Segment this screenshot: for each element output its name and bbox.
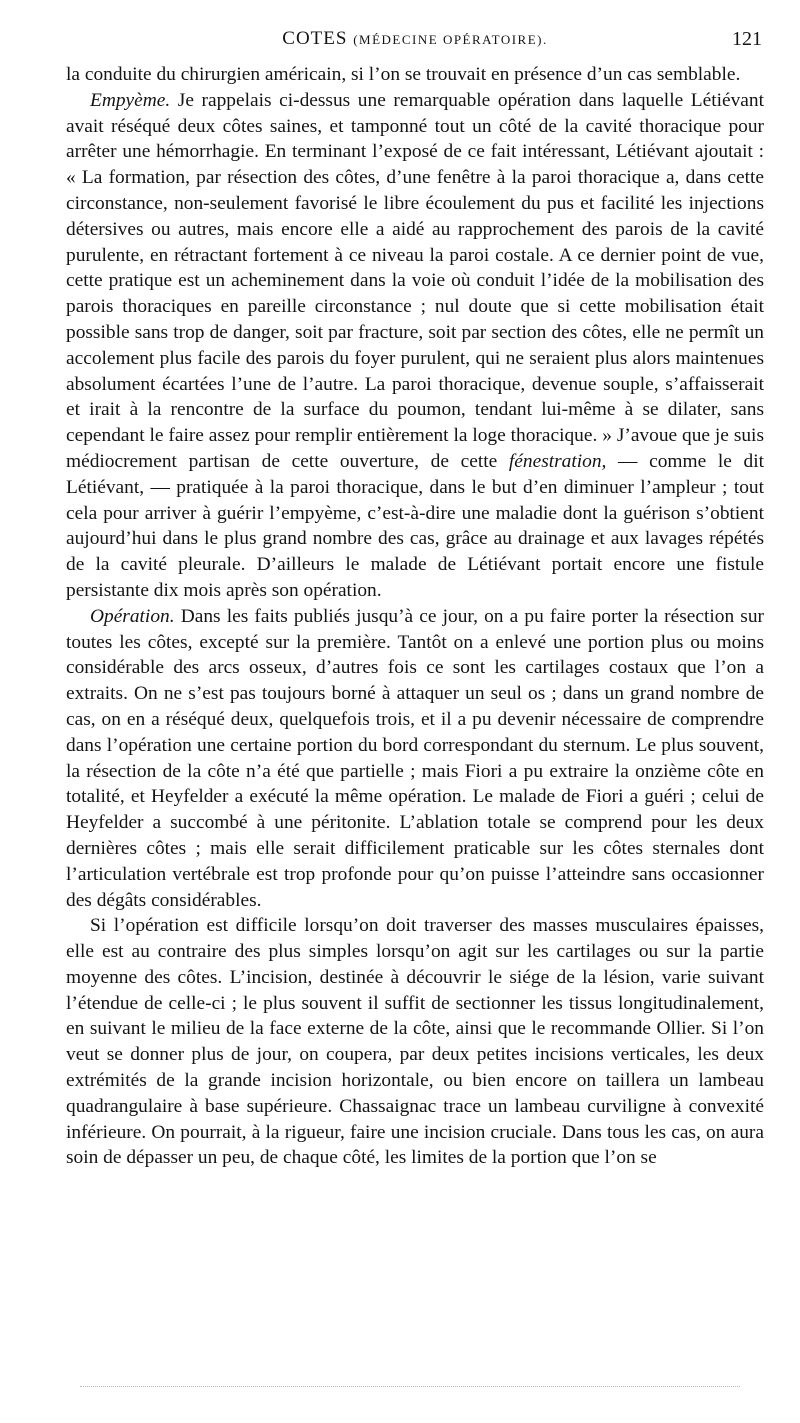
paragraph-text: Dans les faits publiés jusqu’à ce jour, on a pu faire porter la résection sur toutes les côtes, excepté sur la première. Tantôt on a enlevé une portion plus ou moins considérable des arcs osseux, d’autres fois ce sont les cartilages costaux que l’on a extraits. On ne s’est pas toujours borné à attaquer un seul os ; dans un grand nombre de cas, on en a réséqué deux, quelquefois trois, et il a pu devenir nécessaire de comprendre dans l’opération une certaine portion du bord correspondant du sternum. Le plus souvent, la résection de la côte n’a été que partielle ; mais Fiori a pu extraire la onzième côte en totalité, et Heyfelder a exécuté la même opération. Le malade de Fiori a guéri ; celui de Heyfelder a succombé à une péritonite. L’ablation totale se comprend pour les deux dernières côtes ; mais elle serait difficilement praticable sur les côtes sternales dont l’articulation vertébrale est trop profonde pour qu’on puisse l’atteindre sans occasionner des dégâts considérables.	[66, 605, 764, 911]
paragraph-incision	[66, 913, 764, 1171]
header-title: COTES	[282, 28, 348, 49]
paragraph-operation	[66, 604, 764, 914]
running-title	[66, 28, 764, 50]
paragraph-text: Si l’opération est difficile lorsqu’on doit traverser des masses musculaires épaisses, elle est au contraire des plus simples lorsqu’on agit sur les cartilages ou sur la partie moyenne des côtes. L’incision, destinée à découvrir le siége de la lésion, varie suivant l’étendue de celle-ci ; le plus souvent il suffit de sectionner les tissus longitudinalement, en suivant le milieu de la face externe de la côte, ainsi que le recommande Ollier. Si l’on veut se donner plus de jour, on coupera, par deux petites incisions verticales, les deux extrémités de la grande incision horizontale, ou bien encore on taillera un lambeau quadrangulaire à base supérieure. Chassaignac trace un lambeau curviligne à convexité inférieure. On pourrait, à la rigueur, faire une incision cruciale. Dans tous les cas, on aura soin de dépasser un peu, de chaque côté, les limites de la portion que l’on se	[66, 915, 764, 1169]
section-label-operation: Opération.	[90, 605, 175, 627]
page-number: 121	[732, 28, 762, 50]
section-label-empyeme: Empyème.	[90, 89, 171, 111]
emphasis-fenestration: fénestration,	[508, 450, 607, 472]
header-subtitle: (MÉDECINE OPÉRATOIRE).	[353, 32, 548, 47]
running-header	[66, 28, 764, 62]
paragraph-text-after: — comme le dit Létiévant, — pratiquée à la paroi thoracique, dans le but d’en diminuer l’ampleur ; tout cela pour arriver à guérir l’empyème, c’est-à-dire une maladie dont la guérison s’obtient aujourd’hui dans le plus grand nombre des cas, grâce au drainage et aux lavages répétés de la cavité pleurale. D’ailleurs le malade de Létiévant portait encore une fistule persistante dix mois après son opération.	[66, 450, 764, 601]
paragraph-empyeme	[66, 88, 764, 604]
paragraph-text: Je rappelais ci-dessus une remarquable opération dans laquelle Létiévant avait réséqué deux côtes saines, et tamponné tout un côté de la cavité thoracique pour arrêter une hémorrhagie. En terminant l’exposé de ce fait intéressant, Létiévant ajoutait : « La formation, par résection des côtes, d’une fenêtre à la paroi thoracique a, dans cette circonstance, non-seulement favorisé le libre écoulement du pus et facilité les injections détersives ou autres, mais encore elle a aidé au rapprochement des parois de la cavité purulente, en rétractant fortement à ce niveau la paroi costale. A ce dernier point de vue, cette pratique est un acheminement dans la voie où conduit l’idée de la mobilisation des parois thoraciques en pareille circonstance ; nul doute que si cette mobilisation était possible sans trop de danger, soit par fracture, soit par section des côtes, elle ne permît un accolement plus facile des parois du foyer purulent, qui ne seraient plus alors maintenues absolument écartées l’une de l’autre. La paroi thoracique, devenue souple, s’affaisserait et irait à la rencontre de la surface du poumon, tendant lui-même à se dilater, sans cependant le faire assez pour remplir entièrement la loge thoracique. » J’avoue que je suis médiocrement partisan de cette ouverture, de cette	[66, 89, 764, 472]
footer-dotted-rule	[80, 1386, 740, 1391]
paragraph-text: la conduite du chirurgien américain, si l’on se trouvait en présence d’un cas semblable.	[66, 64, 741, 85]
book-page	[66, 28, 764, 1171]
body-text	[66, 62, 764, 1171]
paragraph-continuation	[66, 62, 764, 88]
